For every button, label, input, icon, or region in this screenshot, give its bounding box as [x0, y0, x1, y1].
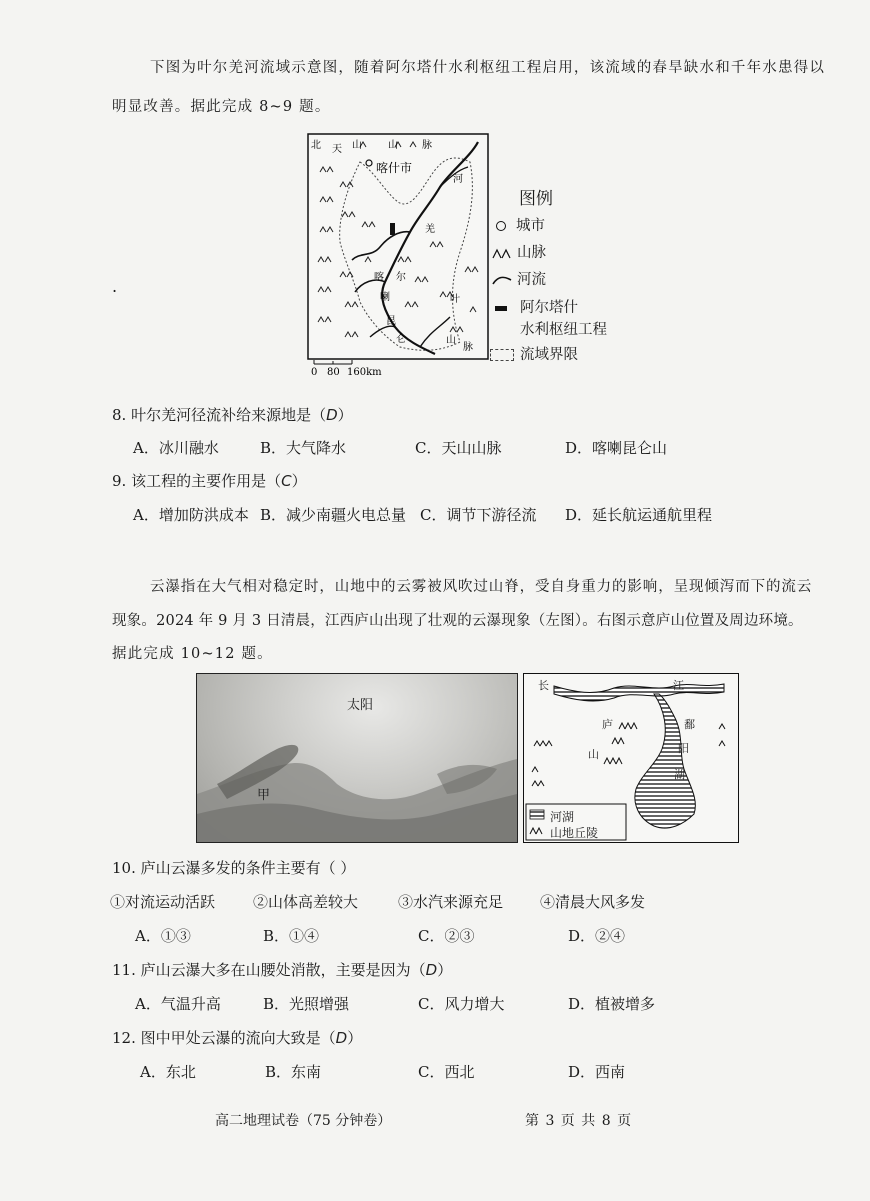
- river-label: 尔: [396, 272, 406, 283]
- map-label: 天: [332, 144, 342, 155]
- karakoram-label: 山: [446, 335, 456, 346]
- condition-3: ③水汽来源充足: [398, 893, 504, 911]
- q11-option-a[interactable]: A．气温升高: [135, 995, 221, 1013]
- sun-label: 太阳: [347, 698, 374, 713]
- legend-river: 河流: [492, 268, 546, 289]
- legend-boundary: 流域界限: [490, 343, 578, 364]
- q11-option-d[interactable]: D．植被增多: [568, 995, 656, 1013]
- scale-label: 0: [311, 367, 318, 377]
- legend-dam: 阿尔塔什: [495, 296, 578, 317]
- intro-8-9-line1: 下图为叶尔羌河流域示意图，随着阿尔塔什水利枢纽工程启用，该流域的春旱缺水和千年水患得以: [150, 60, 826, 76]
- q9-option-d[interactable]: D．延长航运通航里程: [565, 506, 713, 524]
- poyang-label-yang: 阳: [678, 742, 689, 755]
- map-label: 脉: [422, 140, 432, 151]
- scale-label: 80: [327, 367, 340, 377]
- q9-option-b[interactable]: B．减少南疆火电总量: [260, 506, 407, 524]
- lushan-label-shan: 山: [588, 748, 599, 761]
- q9-option-c[interactable]: C．调节下游径流: [420, 506, 537, 524]
- karakoram-label: 喀: [374, 272, 384, 283]
- karakoram-label: 仑: [396, 334, 406, 345]
- q8-option-a[interactable]: A．冰川融水: [133, 439, 219, 457]
- q12-option-c[interactable]: C．西北: [418, 1063, 475, 1081]
- question-10-stem: 10. 庐山云瀑多发的条件主要有（ ）: [112, 859, 356, 877]
- q12-option-d[interactable]: D．西南: [568, 1063, 626, 1081]
- mountain-icon: [492, 247, 512, 259]
- scale-bar: [314, 360, 352, 364]
- q10-option-c[interactable]: C．②③: [418, 927, 475, 945]
- boundary-icon: [490, 349, 514, 361]
- condition-2: ②山体高差较大: [253, 893, 359, 911]
- footer-exam-title: 高二地理试卷（75 分钟卷）: [215, 1113, 392, 1129]
- footer-page-number: 第 3 页 共 8 页: [525, 1113, 633, 1129]
- yarkand-basin-map: [300, 132, 490, 377]
- handwritten-answer: C: [281, 472, 292, 490]
- legend-hill-label: 山地丘陵: [550, 826, 599, 840]
- handwritten-answer: D: [425, 961, 438, 979]
- q10-option-d[interactable]: D．②④: [568, 927, 626, 945]
- legend-title: 图例: [519, 189, 553, 209]
- question-12-stem: 12. 图中甲处云瀑的流向大致是（D）: [112, 1029, 363, 1047]
- karakoram-label: 脉: [463, 342, 473, 353]
- poyang-label-hu: 湖: [674, 768, 685, 781]
- handwritten-answer: D: [335, 1029, 348, 1047]
- intro-10-12-line2: 现象。2024 年 9 月 3 日清晨，江西庐山出现了壮观的云瀑现象（左图）。右图示意庐山位置及周边环境。: [112, 613, 803, 629]
- legend-dam-line2: 水利枢纽工程: [520, 322, 607, 338]
- poyang-lake: [635, 694, 695, 828]
- q12-option-b[interactable]: B．东南: [265, 1063, 322, 1081]
- question-9-stem: 9. 该工程的主要作用是（C）: [112, 472, 307, 490]
- q10-option-a[interactable]: A．①③: [135, 927, 191, 945]
- intro-10-12-line3: 据此完成 10~12 题。: [112, 646, 273, 662]
- kashgar-label: 喀什市: [376, 161, 413, 175]
- intro-8-9-line2: 明显改善。据此完成 8~9 题。: [112, 99, 331, 115]
- q8-option-c[interactable]: C．天山山脉: [415, 439, 502, 457]
- lushan-location-map: [523, 673, 739, 843]
- q11-option-c[interactable]: C．风力增大: [418, 995, 505, 1013]
- poyang-label-po: 鄱: [684, 718, 695, 731]
- q10-option-b[interactable]: B．①④: [263, 927, 320, 945]
- river-icon: [492, 274, 512, 286]
- karakoram-label: 昆: [386, 316, 396, 327]
- legend-city: 城市: [496, 214, 545, 235]
- question-8-stem: 8. 叶尔羌河径流补给来源地是（D）: [112, 406, 353, 424]
- cloud-waterfall-photo: [196, 673, 518, 843]
- yangtze-label-chang: 长: [538, 679, 549, 692]
- dam-marker: [390, 223, 395, 235]
- river-label: 叶: [450, 294, 460, 305]
- q8-option-b[interactable]: B．大气降水: [260, 439, 347, 457]
- lushan-label-lu: 庐: [602, 718, 613, 731]
- legend-mountain: 山脉: [492, 241, 546, 262]
- north-label: 北: [311, 140, 321, 151]
- jia-label: 甲: [257, 788, 271, 803]
- q9-option-a[interactable]: A．增加防洪成本: [133, 506, 249, 524]
- map-label: 山: [352, 140, 362, 151]
- condition-4: ④清晨大风多发: [540, 893, 646, 911]
- condition-1: ①对流运动活跃: [110, 893, 216, 911]
- q11-option-b[interactable]: B．光照增强: [263, 995, 350, 1013]
- lake-legend-icon: [530, 810, 544, 819]
- legend-lake-label: 河湖: [550, 810, 575, 824]
- map-label: 山: [388, 140, 398, 151]
- river-label: 河: [453, 174, 463, 185]
- river-label: 羌: [425, 224, 435, 235]
- side-mark: .: [112, 277, 118, 296]
- dam-icon: [495, 306, 507, 311]
- karakoram-label: 喇: [380, 292, 390, 303]
- city-icon: [496, 221, 506, 231]
- question-11-stem: 11. 庐山云瀑大多在山腰处消散，主要是因为（D）: [112, 961, 453, 979]
- yangtze-river: [554, 684, 724, 701]
- handwritten-answer: D: [326, 406, 338, 424]
- q8-option-d[interactable]: D．喀喇昆仑山: [565, 439, 668, 457]
- intro-10-12-line1: 云瀑指在大气相对稳定时，山地中的云雾被风吹过山脊，受自身重力的影响，呈现倾泻而下的流云: [150, 579, 813, 595]
- yangtze-label-jiang: 江: [673, 679, 684, 692]
- scale-label: 160km: [347, 367, 382, 377]
- hill-symbols: [532, 724, 725, 786]
- q12-option-a[interactable]: A．东北: [140, 1063, 196, 1081]
